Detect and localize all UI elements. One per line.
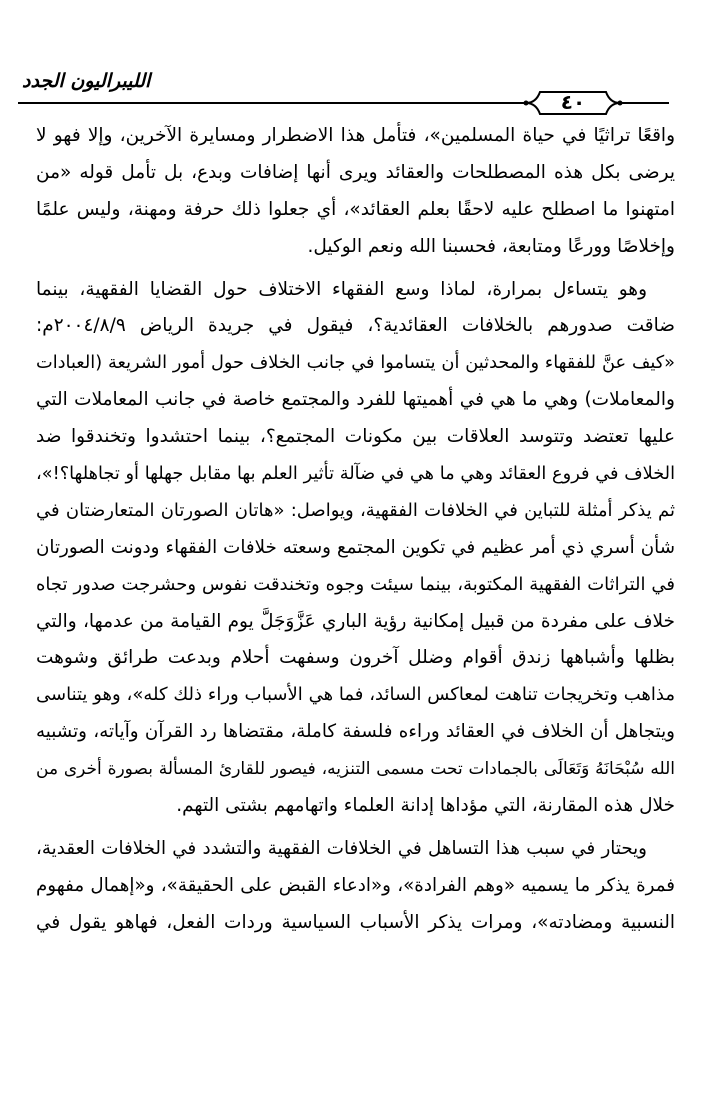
main-text (36, 118, 675, 942)
text-line: واقعًا تراثيًا في حياة المسلمين»، فتأمل هذا الاضطرار ومسايرة الآخرين، وإلا فهو لا (36, 125, 675, 146)
text-line: «كيف عنَّ للفقهاء والمحدثين أن يتساموا في جانب الخلاف حول أمور الشريعة (العبادات (36, 353, 675, 374)
page-number-ornament (522, 88, 624, 118)
text-line: وإخلاصًا وورعًا ومتابعة، فحسبنا الله ونعم الوكيل. (307, 235, 675, 257)
text-line: خلال هذه المقارنة، التي مؤداها إدانة العلماء واتهامهم بشتى التهم. (176, 795, 675, 817)
text-line: عليها تعتضد وتتوسد العلاقات بين مكونات المجتمع؟، بينما احتشدوا وتخندقوا ضد (36, 426, 675, 448)
text-line: فمرة يذكر ما يسميه «وهم الفرادة»، و«ادعاء القبض على الحقيقة»، و«إهمال مفهوم (36, 874, 675, 896)
text-line: خلاف على مفردة من قبيل إمكانية رؤية الباري عَزَّوَجَلَّ يوم القيامة من عدمها، والتي (36, 610, 675, 632)
paragraph-2 (36, 272, 675, 825)
text-line: ثم يذكر أمثلة للتباين في الخلافات الفقهية، ويواصل: «هاتان الصورتان المتعارضتان في (36, 499, 675, 521)
text-line: في التراثات الفقهية المكتوبة، بينما سيئت وجوه وتخندقت نفوس وحشرجت صدور تجاه (36, 573, 675, 595)
text-line: النسبية ومضادته»، ومرات يذكر الأسباب السياسية وردات الفعل، فهاهو يقول في (36, 911, 675, 933)
paragraph-3 (36, 831, 675, 942)
text-line: يرضى بكل هذه المصطلحات والعقائد ويرى أنها إضافات وبدع، بل تأمل قوله «من (36, 161, 675, 183)
text-line: الخلاف في فروع العقائد وهي ما هي في ضآلة تأثير العلم بها مقابل جهلها أو تجاهلها؟!»، (36, 464, 675, 485)
paragraph-1 (36, 118, 675, 266)
text-line: وهو يتساءل بمرارة، لماذا وسع الفقهاء الاختلاف حول القضايا الفقهية، بينما (36, 278, 647, 300)
running-title: الليبراليون الجدد (22, 70, 151, 92)
text-line: شأن أسري ذي أمر عظيم في تكوين المجتمع وسعته خلافات الفقهاء ودونت الصورتان (36, 536, 675, 558)
text-line: مذاهب وتخريجات تناهت لمعاكس السائد، فما هي الأسباب وراء ذلك كله»، وهو يتناسى (36, 684, 675, 706)
text-line: الله سُبْحَانَهُ وَتَعَالَى بالجمادات تحت مسمى التنزيه، فيصور للقارئ المسألة بصورة أخرى من (36, 759, 675, 780)
page-number: ٤٠ (560, 90, 586, 114)
text-line: ويتجاهل أن الخلاف في العقائد وراءه فلسفة كاملة، مقتضاها رد القرآن وآياته، وتشبيه (36, 721, 675, 743)
text-line: والمعاملات) وهي ما هي في أهميتها للفرد والمجتمع خاصة في جانب المعاملات التي (36, 389, 675, 411)
text-line: ويحتار في سبب هذا التساهل في الخلافات الفقهية والتشدد في الخلافات العقدية، (36, 837, 647, 859)
text-line: بظلها وأشباهها زندق أقوام وضلل آخرون وسفهت أحلام وبدعت طرائق وشوهت (36, 647, 675, 669)
text-line: ضاقت صدورهم بالخلافات العقائدية؟، فيقول في جريدة الرياض ٢٠٠٤/٨/٩م: (36, 315, 675, 337)
text-line: امتهنوا ما اصطلح عليه لاحقًا بعلم العقائد»، أي جعلوا ذلك حرفة ومهنة، وليس علمًا (36, 198, 675, 220)
